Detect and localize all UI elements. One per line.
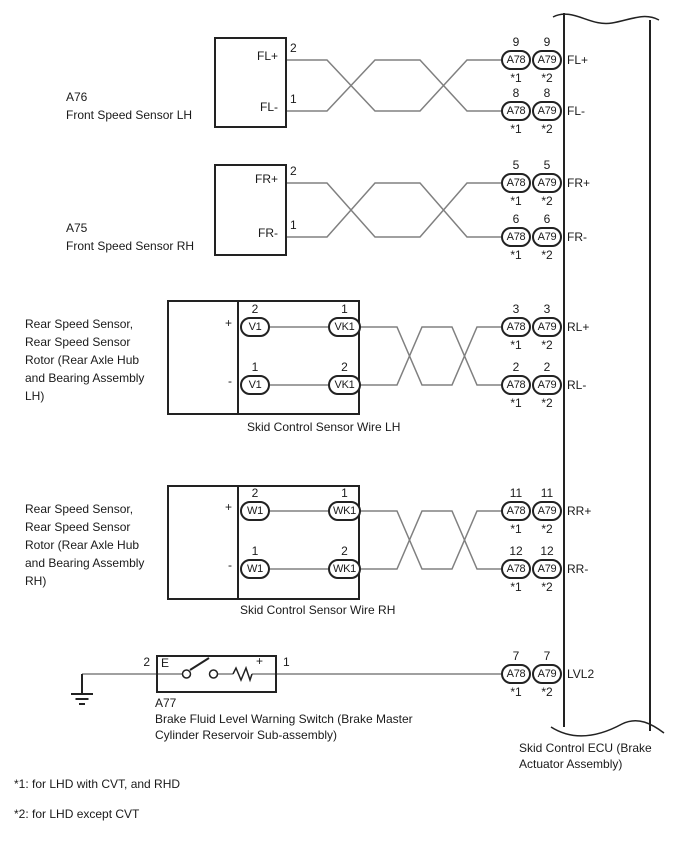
rear-lh-description: Rear Speed Sensor, Rear Speed Sensor Rotor (Rear Axle Hub and Bearing Assembly LH)	[25, 317, 145, 403]
pin-number: 5	[512, 158, 520, 172]
connector-a78: A78	[501, 101, 531, 121]
footnote-ref: *2	[541, 248, 553, 262]
twisted-pair-fr	[287, 183, 501, 237]
footnote-ref: *2	[541, 685, 553, 699]
pin-number: 3	[543, 302, 551, 316]
connector-a78: A78	[501, 664, 531, 684]
pin-number: 5	[543, 158, 551, 172]
pin-number: 7	[543, 649, 551, 663]
front-lh-terminal-plus: FL+	[256, 49, 278, 63]
footnote-ref: *1	[510, 396, 522, 410]
connector-a79: A79	[532, 501, 562, 521]
footnote-ref: *2	[541, 122, 553, 136]
pin-number: 7	[512, 649, 520, 663]
front-rh-name: Front Speed Sensor RH	[66, 239, 195, 253]
pin-number: 2	[251, 302, 259, 316]
footnote-ref: *1	[510, 71, 522, 85]
front-rh-pin-plus: 2	[290, 164, 297, 178]
connector-a78: A78	[501, 50, 531, 70]
footnote-ref: *2	[541, 338, 553, 352]
rear-lh-plus-sign: +	[224, 316, 232, 330]
connector-a78: A78	[501, 559, 531, 579]
footnote-ref: *2	[541, 580, 553, 594]
footnote-ref: *1	[510, 338, 522, 352]
footnote-ref: *1	[510, 194, 522, 208]
front-lh-name: Front Speed Sensor LH	[66, 108, 193, 122]
front-rh-pin-minus: 1	[290, 218, 297, 232]
ground-symbol-icon	[71, 674, 93, 704]
front-lh-pin-minus: 1	[290, 92, 297, 106]
front-lh-terminal-minus: FL-	[260, 100, 278, 114]
a77-pin-right: 1	[283, 655, 290, 669]
pin-number: 8	[512, 86, 520, 100]
front-lh-code: A76	[66, 90, 88, 104]
rear-rh-minus-sign: -	[228, 558, 232, 572]
a77-name-line2: Cylinder Reservoir Sub-assembly)	[155, 728, 338, 742]
connector-vk1: VK1	[328, 375, 361, 395]
pin-number: 2	[341, 544, 348, 558]
connector-a78: A78	[501, 317, 531, 337]
pin-number: 11	[509, 486, 523, 500]
rear-rh-plus-sign: +	[224, 500, 232, 514]
pin-number: 1	[341, 302, 348, 316]
connector-a79: A79	[532, 227, 562, 247]
ecu-label-line1: Skid Control ECU (Brake	[519, 741, 652, 755]
a77-terminal-plus: +	[256, 654, 264, 668]
connector-a78: A78	[501, 173, 531, 193]
footnote-ref: *1	[510, 580, 522, 594]
footnote-ref: *2	[541, 71, 553, 85]
pin-number: 9	[543, 35, 551, 49]
signal-label: FL+	[567, 53, 589, 67]
rear-lh-minus-sign: -	[228, 374, 232, 388]
footnote-ref: *1	[510, 685, 522, 699]
signal-label: LVL2	[567, 667, 595, 681]
footnote-ref: *1	[510, 122, 522, 136]
footnote-1: *1: for LHD with CVT, and RHD	[14, 777, 181, 791]
connector-wk1: WK1	[328, 559, 361, 579]
connector-vk1: VK1	[328, 317, 361, 337]
pin-number: 6	[543, 212, 551, 226]
connector-a79: A79	[532, 375, 562, 395]
front-rh-terminal-minus: FR-	[258, 226, 278, 240]
rear-rh-wire-caption: Skid Control Sensor Wire RH	[240, 603, 396, 617]
pin-number: 2	[341, 360, 348, 374]
connector-a79: A79	[532, 173, 562, 193]
pin-number: 9	[512, 35, 520, 49]
connector-a79: A79	[532, 559, 562, 579]
pin-number: 8	[543, 86, 551, 100]
connector-a79: A79	[532, 664, 562, 684]
signal-label: RR-	[567, 562, 589, 576]
front-rh-code: A75	[66, 221, 88, 235]
pin-number: 6	[512, 212, 520, 226]
connector-a78: A78	[501, 375, 531, 395]
connector-a79: A79	[532, 50, 562, 70]
signal-label: FR-	[567, 230, 587, 244]
footnote-ref: *1	[510, 248, 522, 262]
pin-number: 1	[341, 486, 348, 500]
connector-w1: W1	[240, 501, 270, 521]
connector-a79: A79	[532, 101, 562, 121]
signal-label: RR+	[567, 504, 592, 518]
rear-lh-wire-caption: Skid Control Sensor Wire LH	[247, 420, 401, 434]
pin-number: 2	[251, 486, 259, 500]
connector-a78: A78	[501, 501, 531, 521]
front-lh-pin-plus: 2	[290, 41, 297, 55]
front-rh-terminal-plus: FR+	[254, 172, 278, 186]
pin-number: 12	[509, 544, 523, 558]
pin-number: 1	[251, 360, 259, 374]
connector-v1: V1	[240, 317, 270, 337]
footnote-ref: *2	[541, 194, 553, 208]
connector-wk1: WK1	[328, 501, 361, 521]
pin-number: 2	[543, 360, 551, 374]
connector-v1: V1	[240, 375, 270, 395]
pin-number: 3	[512, 302, 520, 316]
signal-label: FR+	[567, 176, 591, 190]
a77-code: A77	[155, 696, 177, 710]
pin-number: 2	[512, 360, 520, 374]
signal-label: RL+	[567, 320, 590, 334]
pin-number: 12	[540, 544, 554, 558]
connector-a79: A79	[532, 317, 562, 337]
ecu-band	[551, 13, 664, 736]
footnote-ref: *2	[541, 522, 553, 536]
pin-number: 11	[540, 486, 554, 500]
signal-label: RL-	[567, 378, 587, 392]
a77-pin-left: 2	[143, 655, 150, 669]
pin-number: 1	[251, 544, 259, 558]
ecu-label-line2: Actuator Assembly)	[519, 757, 623, 771]
twisted-pair-fl	[287, 60, 501, 111]
footnote-2: *2: for LHD except CVT	[14, 807, 140, 821]
footnote-ref: *1	[510, 522, 522, 536]
footnote-ref: *2	[541, 396, 553, 410]
signal-label: FL-	[567, 104, 585, 118]
a77-name-line1: Brake Fluid Level Warning Switch (Brake Master	[155, 712, 413, 726]
a77-terminal-e: E	[161, 656, 170, 670]
connector-w1: W1	[240, 559, 270, 579]
rear-rh-description: Rear Speed Sensor, Rear Speed Sensor Rotor (Rear Axle Hub and Bearing Assembly RH)	[25, 502, 145, 588]
connector-a78: A78	[501, 227, 531, 247]
